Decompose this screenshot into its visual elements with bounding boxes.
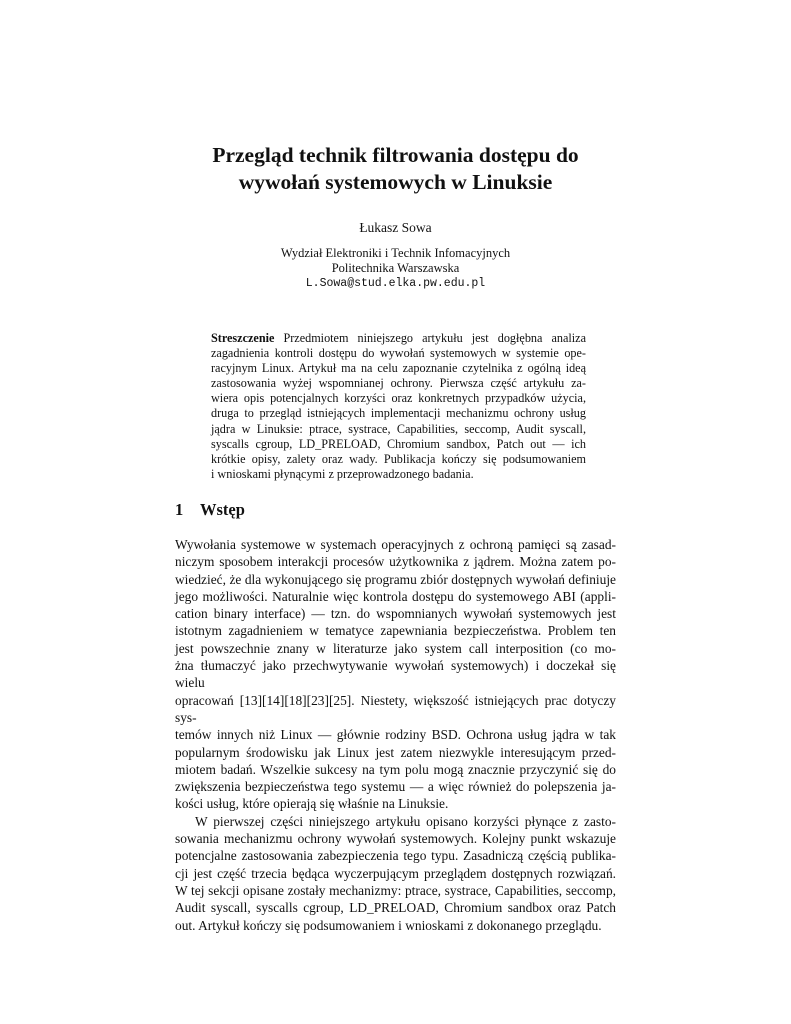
paragraph-line: kości usług, które opierają się właśnie na Linuksie. xyxy=(175,796,449,812)
abstract-first-line: Przedmiotem niniejszego artykułu jest dogłębna analiza xyxy=(274,331,586,345)
paragraph-line: jego możliwości. Naturalnie więc kontrola dostępu do systemowego ABI (appli- xyxy=(175,588,616,604)
title-line: Przegląd technik filtrowania dostępu do xyxy=(212,143,579,167)
abstract-line: wiera opis potencjalnych korzyści oraz konkretnych przypadków użycia, xyxy=(211,391,586,406)
paragraph-line: W pierwszej części niniejszego artykułu opisano korzyści płynące z zasto- xyxy=(195,813,616,829)
paragraph-line: W tej sekcji opisane zostały mechanizmy: ptrace, systrace, Capabilities, seccomp, xyxy=(175,882,616,898)
paragraph-line: popularnym środowisku jak Linux jest zatem niezwykle interesującym przed- xyxy=(175,744,616,760)
abstract xyxy=(211,331,586,482)
abstract-line: syscalls cgroup, LD_PRELOAD, Chromium sandbox, Patch out — ich xyxy=(211,436,586,451)
abstract-line: zastosowania wyżej wspomnianej ochrony. Pierwsza część artykułu za- xyxy=(211,376,586,391)
section-body xyxy=(175,536,616,934)
author-email: L.Sowa@stud.elka.pw.edu.pl xyxy=(305,277,486,290)
section-heading xyxy=(175,500,245,520)
paragraph-line: opracowań [13][14][18][23][25]. Niestety, większość istniejących prac dotyczy sys- xyxy=(175,692,616,725)
paragraph-line: potencjalne zastosowania zabezpieczenia tego typu. Zasadniczą częścią publika- xyxy=(175,848,616,864)
paper-title xyxy=(120,142,671,196)
abstract-line: jądra w Linuksie: ptrace, systrace, Capabilities, seccomp, Audit syscall, xyxy=(211,421,586,436)
paragraph-line: out. Artykuł kończy się podsumowaniem i wnioskami z dokonanego przeglądu. xyxy=(175,917,602,933)
abstract-line: krótkie opisy, zalety oraz wady. Publikacja kończy się podsumowaniem xyxy=(211,451,586,466)
paragraph-line: żna tłumaczyć jako przechwytywanie wywołań systemowych) i doczekał się wielu xyxy=(175,658,616,691)
author-name: Łukasz Sowa xyxy=(359,220,432,235)
paragraph-line: Wywołania systemowe w systemach operacyjnych z ochroną pamięci są zasad- xyxy=(175,537,616,552)
paragraph xyxy=(175,813,616,934)
abstract-line: i wnioskami płynącymi z przeprowadzonego badania. xyxy=(211,466,474,481)
affiliation xyxy=(0,246,791,291)
paragraph-line: wiedzieć, że dla wykonującego się programu zbiór dostępnych wywołań definiuje xyxy=(175,571,616,587)
paragraph-line: zwiększenia bezpieczeństwa tego systemu — a więc również do polepszenia ja- xyxy=(175,779,616,795)
abstract-label: Streszczenie xyxy=(211,331,275,345)
paragraph-line: Audit syscall, syscalls cgroup, LD_PRELOAD, Chromium sandbox oraz Patch xyxy=(175,900,616,916)
abstract-line: zagadnienia kontroli dostępu do wywołań systemowych w systemie ope- xyxy=(211,346,586,361)
title-line: wywołań systemowych w Linuksie xyxy=(238,170,553,194)
affiliation-university: Politechnika Warszawska xyxy=(331,261,460,275)
abstract-line: druga to przegląd istniejących implementacji mechanizmu ochrony usług xyxy=(211,406,586,421)
paragraph-line: jest powszechnie znany w literaturze jako system call interposition (co mo- xyxy=(175,640,616,656)
paragraph-line: cation binary interface) — tzn. do wspomnianych wywołań systemowych jest xyxy=(175,606,616,622)
abstract-line xyxy=(211,331,586,346)
paragraph-line: temów innych niż Linux — głównie rodziny BSD. Ochrona usług jądra w tak xyxy=(175,727,616,743)
paragraph-line: niczym sposobem interakcji procesów użytkownika z jądrem. Można zatem po- xyxy=(175,554,616,570)
paragraph-line: sowania mechanizmu ochrony wywołań systemowych. Kolejny punkt wskazuje xyxy=(175,831,616,847)
section-number: 1 xyxy=(175,500,184,519)
paragraph-line: istotnym zagadnieniem w tematyce zapewniania bezpieczeństwa. Problem ten xyxy=(175,623,616,639)
section-title: Wstęp xyxy=(200,500,245,519)
paragraph xyxy=(175,536,616,813)
paragraph-line: miotem badań. Wszelkie sukcesy na tym polu mogą znacznie przyczynić się do xyxy=(175,761,616,777)
paragraph-line: cji jest część trzecia będąca wyczerpującym przeglądem dostępnych rozwiązań. xyxy=(175,865,616,881)
abstract-line: racyjnym Linux. Artykuł ma na celu zapoznanie czytelnika z ogólną ideą xyxy=(211,361,586,376)
affiliation-faculty: Wydział Elektroniki i Technik Infomacyjnych xyxy=(280,246,511,260)
